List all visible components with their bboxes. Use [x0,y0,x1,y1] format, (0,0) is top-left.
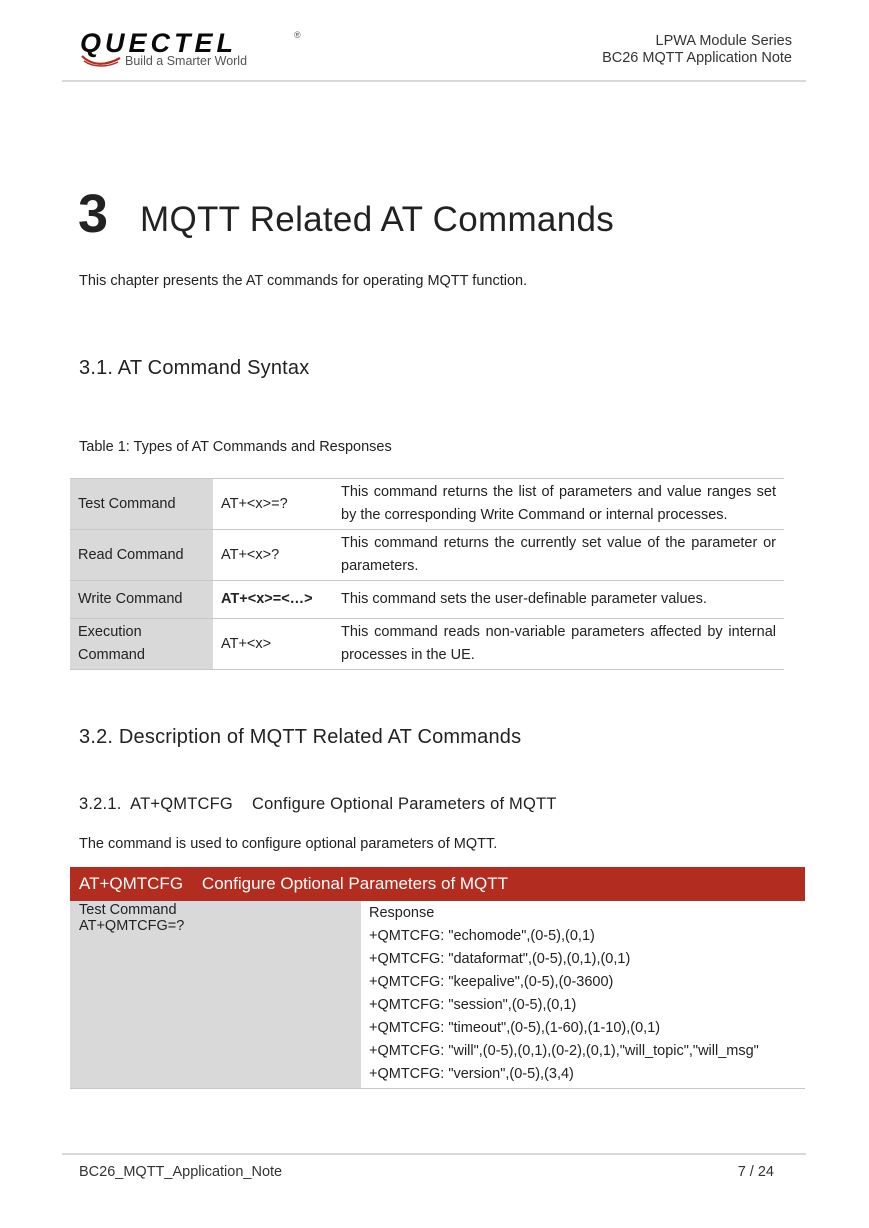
response-label: Response [369,905,435,921]
table-row [70,619,784,670]
logo-swoosh-icon [80,52,124,68]
at-command-types-table [70,478,784,670]
table-1-caption: Table 1: Types of AT Commands and Responses [79,439,392,455]
command-syntax-cell: AT+<x> [213,619,333,670]
chapter-title: MQTT Related AT Commands [140,200,615,239]
document-title: BC26 MQTT Application Note [602,50,792,66]
logo-registered-mark: ® [294,30,301,40]
response-line: +QMTCFG: "will",(0-5),(0,1),(0-2),(0,1),"will_topic","will_msg" [369,1043,759,1059]
command-type-cell: Read Command [70,530,213,581]
command-description-cell: This command reads non-variable parameters affected by internal processes in the UE. [333,619,784,670]
table-header-row [70,867,805,901]
response-line: +QMTCFG: "version",(0-5),(3,4) [369,1066,574,1082]
header-doc-info [602,33,792,67]
test-command-cell [70,901,361,1089]
response-line: +QMTCFG: "timeout",(0-5),(1-60),(1-10),(0,1) [369,1020,661,1036]
command-description-cell: This command returns the list of parameters and value ranges set by the corresponding Write Command or internal processes. [333,479,784,530]
command-syntax-cell: AT+<x>? [213,530,333,581]
response-line: +QMTCFG: "keepalive",(0-5),(0-3600) [369,974,614,990]
logo-tagline: Build a Smarter World [125,54,248,68]
table-row [70,530,784,581]
logo-wordmark: QUECTEL [80,28,238,58]
table-row [70,479,784,530]
section-3-2-heading: 3.2. Description of MQTT Related AT Commands [79,726,522,748]
section-3-1-heading: 3.1. AT Command Syntax [79,357,310,379]
command-syntax-cell: AT+<x>=? [213,479,333,530]
section-3-2-1-heading: 3.2.1. AT+QMTCFG Configure Optional Parameters of MQTT [79,795,557,813]
response-cell [361,901,805,1089]
response-line: +QMTCFG: "session",(0-5),(0,1) [369,997,577,1013]
test-command-label: Test Command [79,902,177,918]
command-description-cell: This command sets the user-definable parameter values. [333,581,784,619]
section-3-2-1-paragraph: The command is used to configure optional parameters of MQTT. [79,836,498,852]
chapter-intro: This chapter presents the AT commands for operating MQTT function. [79,273,528,289]
command-type-cell: Test Command [70,479,213,530]
qmtcfg-command-table [70,867,805,1089]
quectel-logo [80,28,320,72]
page-footer [62,1153,806,1180]
chapter-number: 3 [78,184,109,244]
table-row [70,581,784,619]
page-number: 7 / 24 [737,1164,774,1180]
command-syntax-cell: AT+<x>=<…> [213,581,333,619]
response-line: +QMTCFG: "echomode",(0-5),(0,1) [369,928,595,944]
table-header-title: AT+QMTCFG Configure Optional Parameters of MQTT [70,867,805,901]
command-type-cell: Execution Command [70,619,213,670]
footer-doc-name: BC26_MQTT_Application_Note [79,1164,283,1180]
command-description-cell: This command returns the currently set value of the parameter or parameters. [333,530,784,581]
command-type-cell: Write Command [70,581,213,619]
page-header [62,26,806,82]
test-command-syntax: AT+QMTCFG=? [79,918,185,934]
series-name: LPWA Module Series [655,33,792,49]
response-line: +QMTCFG: "dataformat",(0-5),(0,1),(0,1) [369,951,631,967]
table-row [70,901,805,1089]
